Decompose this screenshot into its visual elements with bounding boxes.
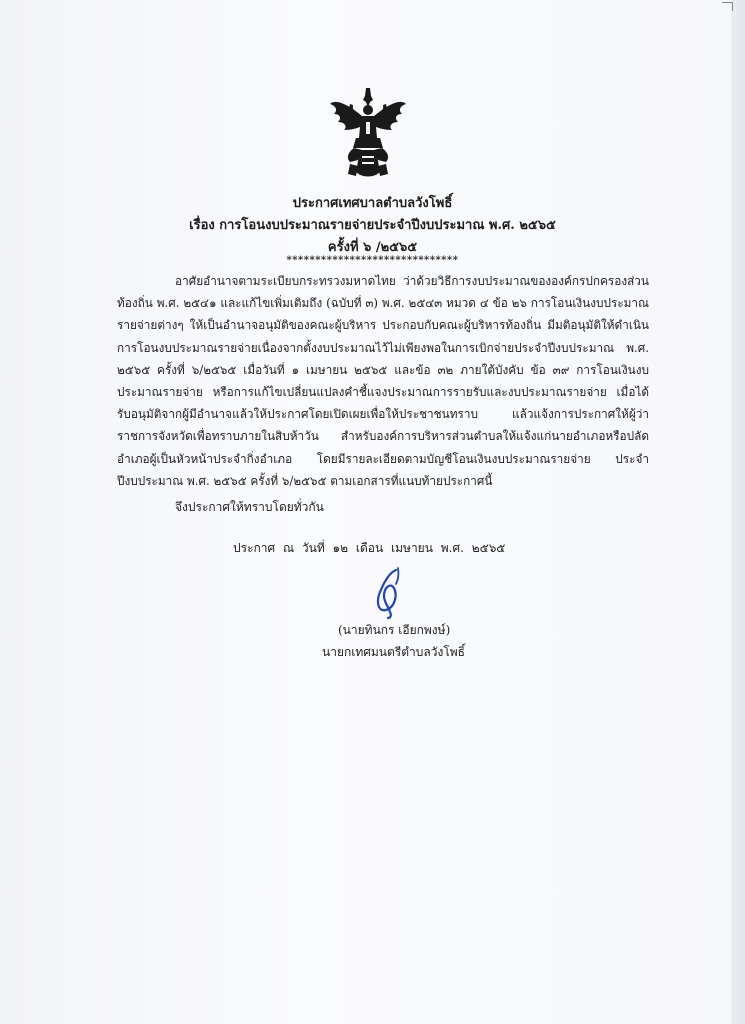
announcement-subject: เรื่อง การโอนงบประมาณรายจ่ายประจำปีงบประมาณ พ.ศ. ๒๕๖๕	[189, 218, 556, 233]
page-edge-shadow	[731, 0, 745, 1024]
announcement-date: ประกาศ ณ วันที่ ๑๒ เดือน เมษายน พ.ศ. ๒๕๖๕	[233, 541, 506, 555]
closing-statement: จึงประกาศให้ทราบโดยทั่วกัน	[175, 500, 324, 514]
handwritten-signature-icon	[368, 566, 414, 620]
signer-title: นายกเทศมนตรีตำบลวังโพธิ์	[322, 645, 465, 659]
star-divider: ******************************	[286, 255, 459, 266]
announcement-number: ครั้งที่ ๖ /๒๕๖๕	[327, 240, 418, 255]
garuda-emblem-icon	[328, 86, 408, 182]
body-paragraph: อาศัยอำนาจตามระเบียบกระทรวงมหาดไทย ว่าด้วยวิธีการงบประมาณขององค์กรปกครองส่วนท้องถิ่น พ.ศ. ๒๕๔๑ และแก้ไขเพิ่มเติมถึง (ฉบับที่ ๓) พ.ศ. ๒๕๔๓ หมวด ๔ ข้อ ๒๖ การโอนเงินงบประมาณรายจ่ายต่างๆ ให้เป็นอำนาจอนุมัติของคณะผู้บริหาร ประกอบกับคณะผู้บริหารท้องถิ่น มีมติอนุมัติให้ดำเนินการโอนงบประมาณรายจ่ายเนื่องจากตั้งงบประมาณไว้ไม่เพียงพอในการเบิกจ่ายประจำปีงบประมาณ พ.ศ. ๒๕๖๕ ครั้งที่ ๖/๒๕๖๕ เมื่อวันที่ ๑ เมษายน ๒๕๖๕ และข้อ ๓๒ ภายใต้บังคับ ข้อ ๓๙ การโอนเงินงบประมาณรายจ่าย หรือการแก้ไขเปลี่ยนแปลงคำชี้แจงประมาณการรายรับและงบประมาณรายจ่าย เมื่อได้รับอนุมัติจากผู้มีอำนาจแล้วให้ประกาศโดยเปิดเผยเพื่อให้ประชาชนทราบ แล้วแจ้งการประกาศให้ผู้ว่าราชการจังหวัดเพื่อทราบภายในสิบห้าวัน สำหรับองค์การบริหารส่วนตำบลให้แจ้งแก่นายอำเภอหรือปลัดอำเภอผู้เป็นหัวหน้าประจำกิ่งอำเภอ โดยมีรายละเอียดตามบัญชีโอนเงินงบประมาณรายจ่าย ประจำปีงบประมาณ พ.ศ. ๒๕๖๕ ครั้งที่ ๖/๒๕๖๕ ตามเอกสารที่แนบท้ายประกาศนี้	[117, 274, 649, 488]
announcement-org-title: ประกาศเทศบาลตำบลวังโพธิ์	[292, 196, 453, 211]
signer-name: (นายทินกร เอียกพงษ์)	[338, 623, 451, 637]
announcement-body	[117, 270, 649, 492]
corner-mark	[722, 2, 733, 11]
